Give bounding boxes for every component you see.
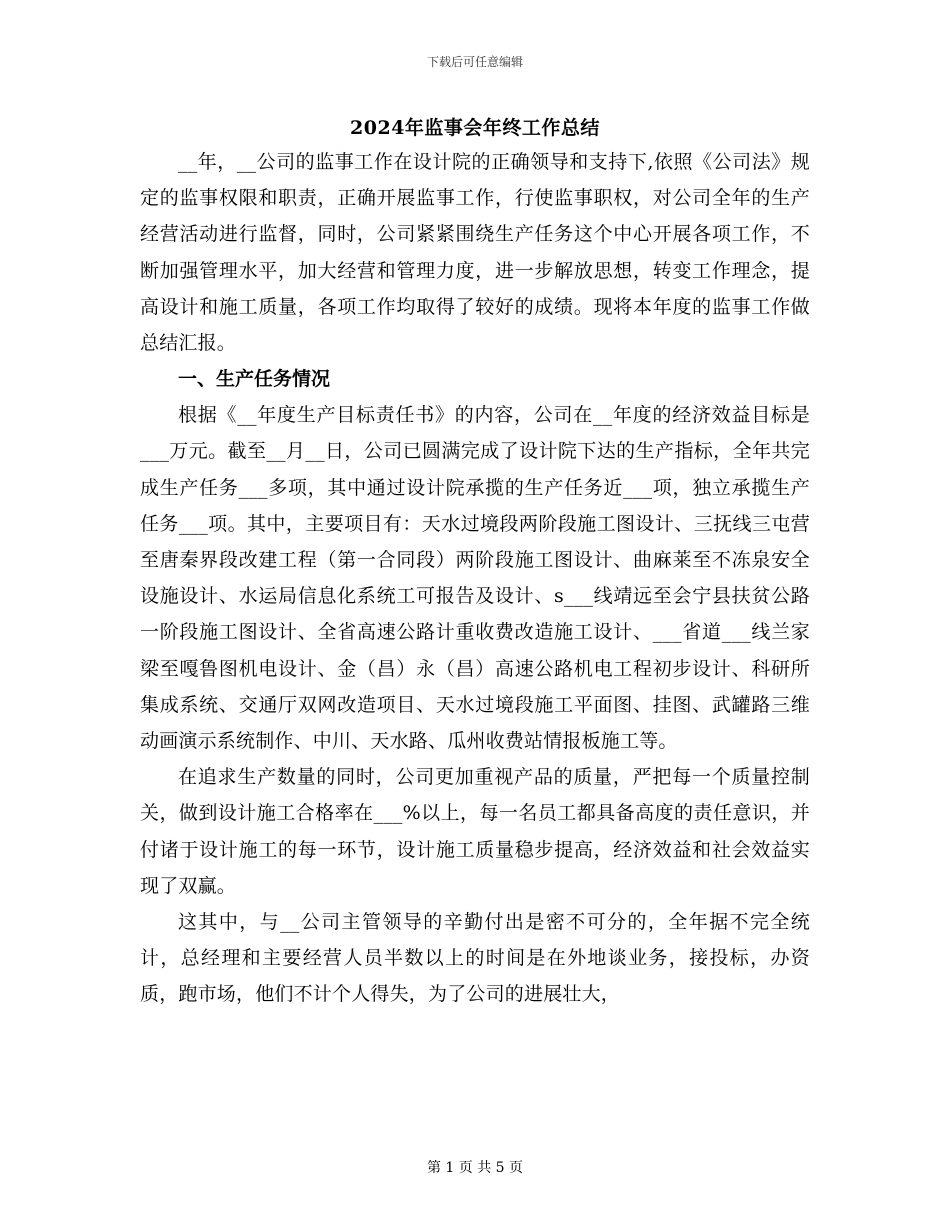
page-footer-number: 第 1 页 共 5 页 xyxy=(426,1160,524,1176)
section-paragraph: 根据《__年度生产目标责任书》的内容，公司在__年度的经济效益目标是___万元。截至__月__日，公司已圆满完成了设计院下达的生产指标，全年共完成生产任务___多项，其中通过设计院承揽的生产任务近___项，独立承揽生产任务___项。其中，主要项目有：天水过境段两阶段施工图设计、三抚线三屯营至唐秦界段改建工程（第一合同段）两阶段施工图设计、曲麻莱至不冻泉安全设施设计、水运局信息化系统工可报告及设计、s___线靖远至会宁县扶贫公路一阶段施工图设计、全省高速公路计重收费改造施工设计、___省道___线兰家梁至嘎鲁图机电设计、金（昌）永（昌）高速公路机电工程初步设计、科研所集成系统、交通厅双网改造项目、天水过境段施工平面图、挂图、武罐路三维动画演示系统制作、中川、天水路、瓜州收费站情报板施工等。 xyxy=(140,404,810,753)
section-heading: 一、生产任务情况 xyxy=(178,368,331,391)
document-body xyxy=(140,112,810,1013)
section-paragraph: 在追求生产数量的同时，公司更加重视产品的质量，严把每一个质量控制关，做到设计施工合格率在___%以上，每一名员工都具备高度的责任意识，并付诸于设计施工的每一环节，设计施工质量稳步提高，经济效益和社会效益实现了双赢。 xyxy=(140,766,810,897)
intro-paragraph: __年，__公司的监事工作在设计院的正确领导和支持下,依照《公司法》规定的监事权限和职责，正确开展监事工作，行使监事职权，对公司全年的生产经营活动进行监督，同时，公司紧紧围绕生产任务这个中心开展各项工作，不断加强管理水平，加大经营和管理力度，进一步解放思想，转变工作理念，提高设计和施工质量，各项工作均取得了较好的成绩。现将本年度的监事工作做总结汇报。 xyxy=(140,151,810,355)
page-header-note: 下载后可任意编辑 xyxy=(426,55,523,69)
section-paragraph: 这其中，与__公司主管领导的辛勤付出是密不可分的，全年据不完全统计，总经理和主要经营人员半数以上的时间是在外地谈业务，接投标，办资质，跑市场，他们不计个人得失，为了公司的进展壮大， xyxy=(140,911,810,1006)
document-title: 2024年监事会年终工作总结 xyxy=(350,117,600,139)
